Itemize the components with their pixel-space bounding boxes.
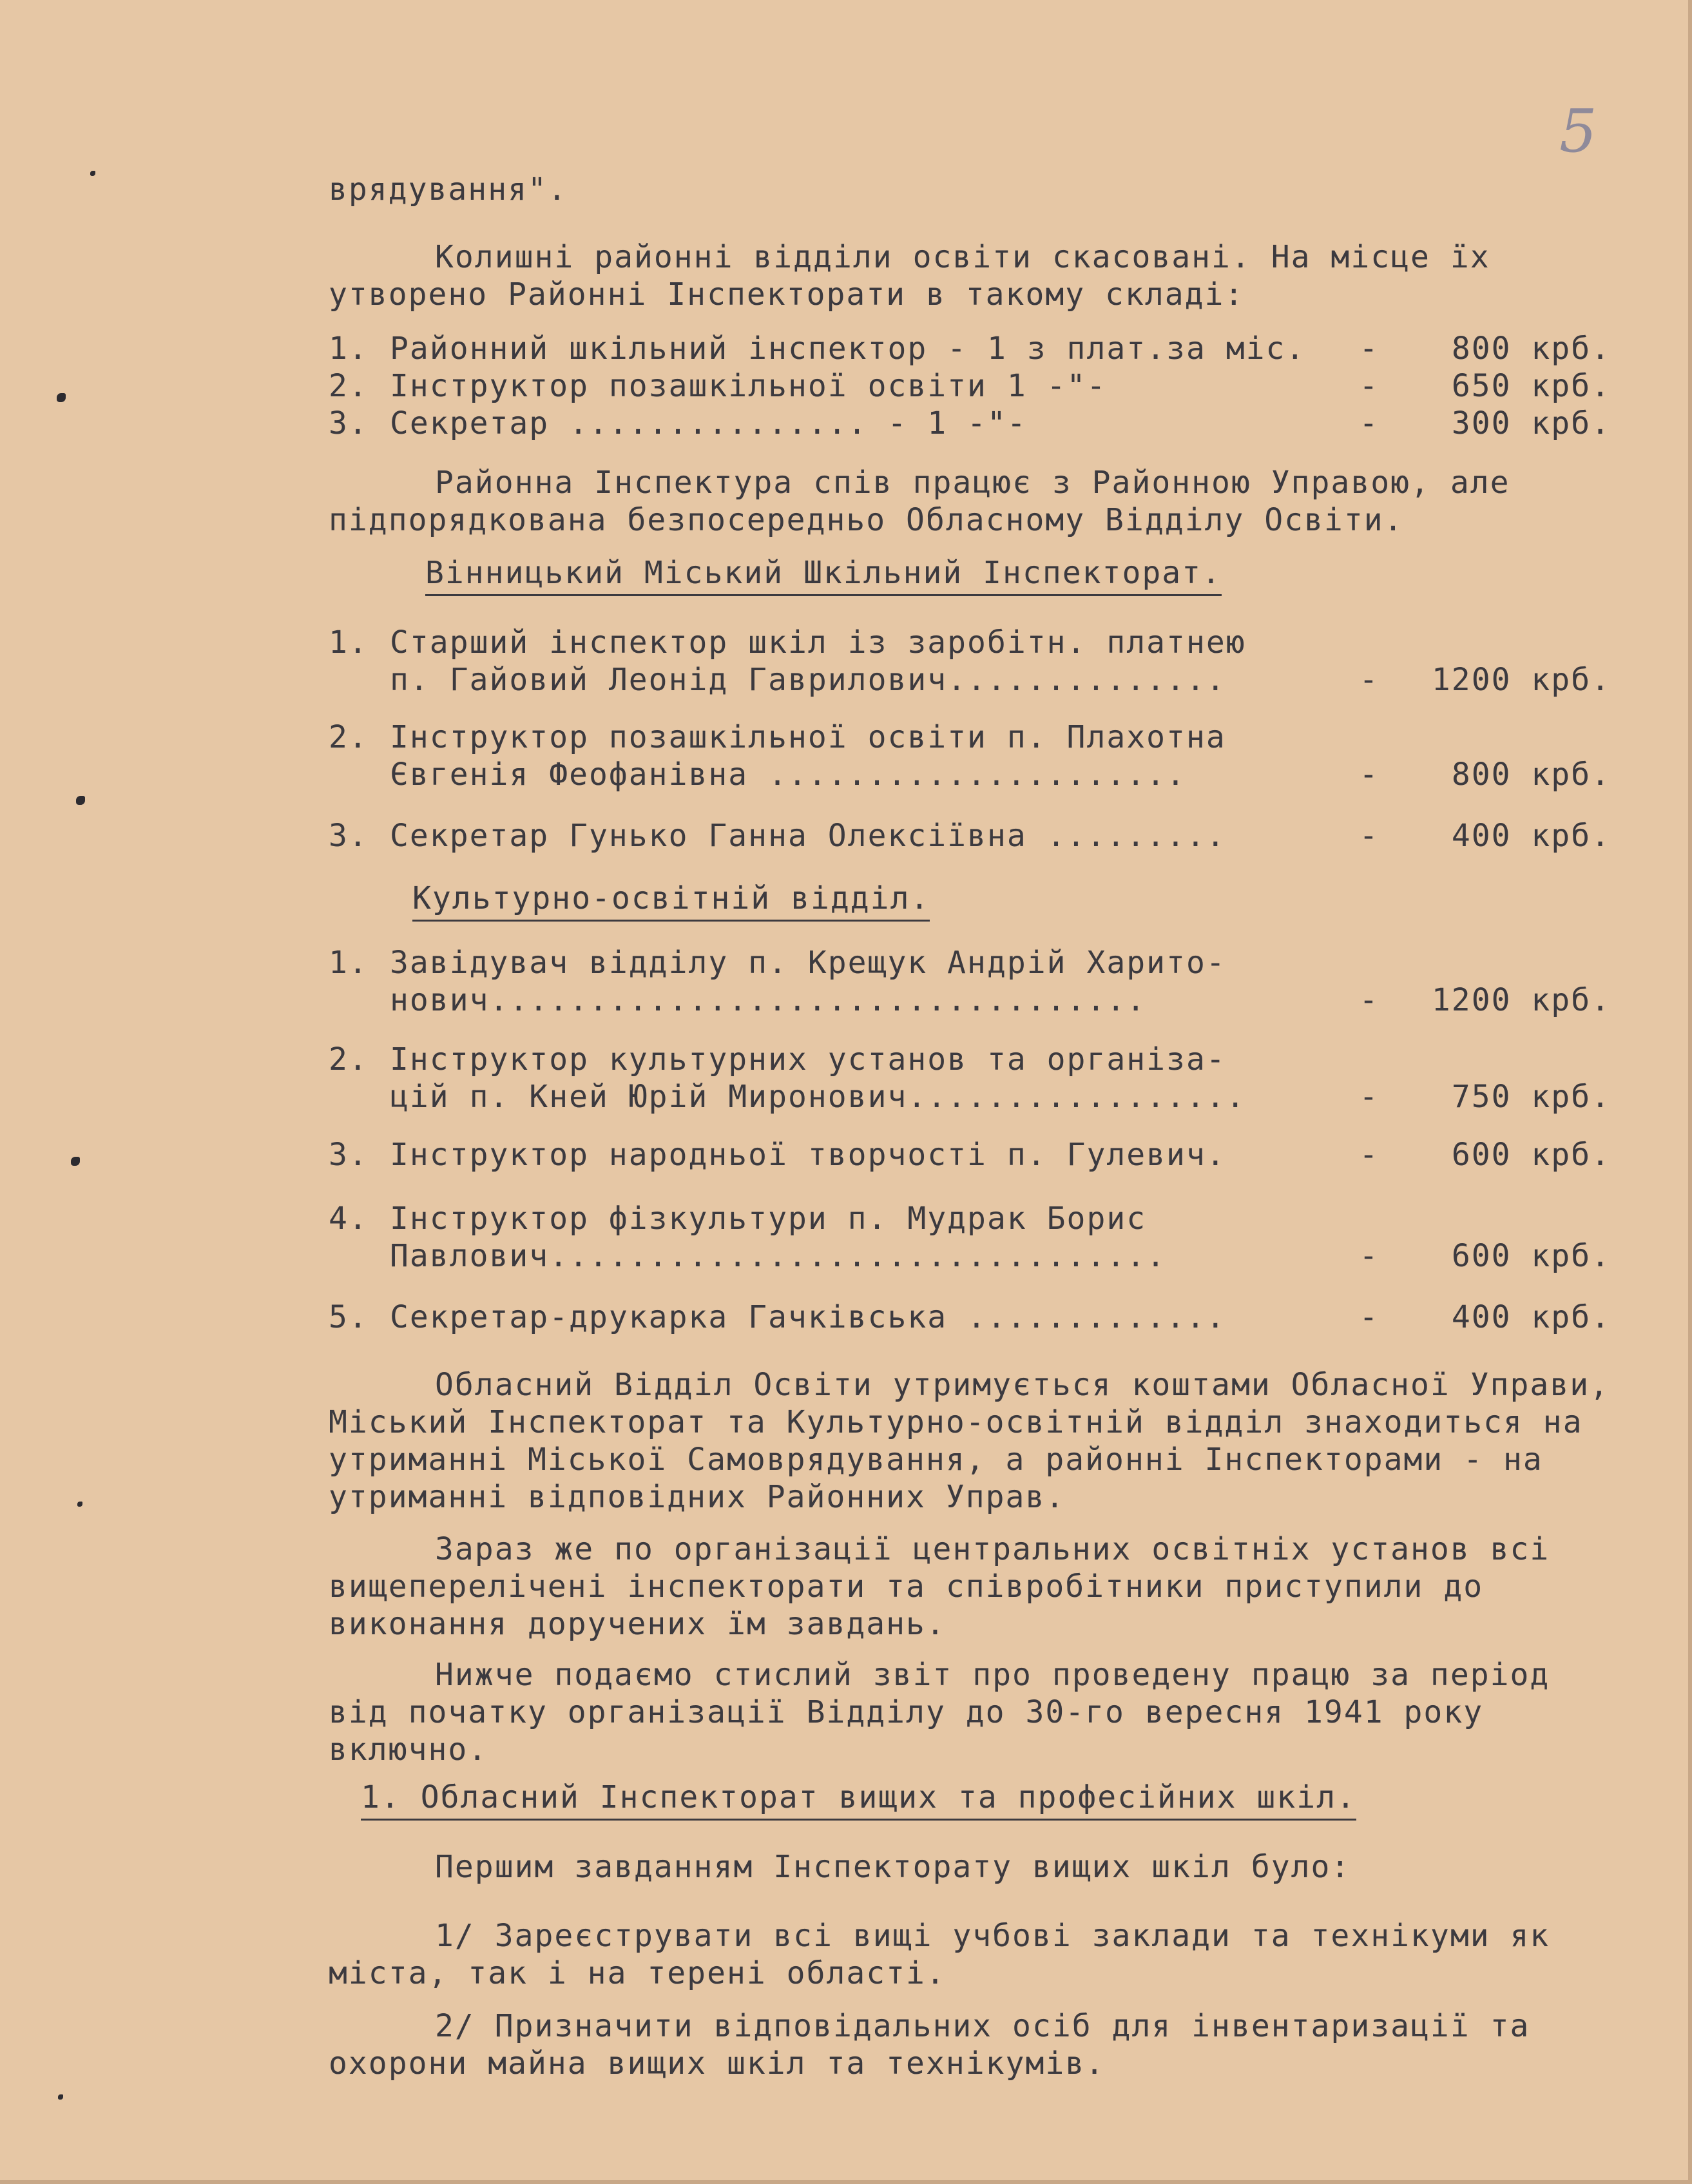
- city-item-1: 1. Старший інспектор шкіл із заробітн. платнею п. Гайовий Леонід Гаврилович.............. - 1200 крб.: [329, 624, 1611, 698]
- page-number: 5: [1559, 97, 1597, 166]
- list-item: 1. Районний шкільний інспектор - 1 з плат.за міс. - 800 крб.: [329, 331, 1611, 367]
- section-heading-city: Вінницький Міський Шкільний Інспекторат.: [329, 554, 1692, 596]
- task-item-2: 2/ Призначити відповідальних осіб для інвентаризації та охорони майна вищих шкіл та технікумів.: [329, 2008, 1530, 2082]
- paragraph-district: Районна Інспектура спів працює з Районною Управою, але підпорядкована безпосередньо Обласному Відділу Освіти.: [329, 465, 1510, 538]
- city-item-3: 3. Секретар Гунько Ганна Олексіївна ......... - 400 крб.: [329, 818, 1611, 854]
- binding-mark: [58, 2094, 63, 2100]
- culture-item-5: 5. Секретар-друкарка Гачківська ............. - 400 крб.: [329, 1299, 1611, 1335]
- binding-mark: [77, 1502, 82, 1507]
- section-heading-higher: 1. Обласний Інспекторат вищих та професійних шкіл.: [329, 1779, 1643, 1821]
- culture-item-4: 4. Інструктор фізкультури п. Мудрак Борис Павлович............................... - 600 крб.: [329, 1201, 1611, 1274]
- paragraph-task: Першим завданням Інспекторату вищих шкіл було:: [435, 1849, 1351, 1885]
- opening-line: врядування".: [329, 171, 568, 208]
- list-item: 2. Інструктор позашкільної освіти 1 -"- - 650 крб.: [329, 368, 1611, 404]
- binding-mark: [76, 796, 85, 805]
- binding-mark: [90, 171, 95, 176]
- paragraph-now: Зараз же по організації центральних освітніх установ всі вищеперелічені інспекторати та співробітники приступили до виконання доручених їм завдань.: [329, 1531, 1550, 1642]
- paragraph-funding: Обласний Відділ Освіти утримується коштами Обласної Управи, Міський Інспекторат та Культурно-освітній відділ знаходиться на утриманні Міської Самоврядування, а районні Інспекторами - на утриманні відповідних Районних Управ.: [329, 1367, 1610, 1515]
- paragraph-abolished: Колишні районні відділи освіти скасовані. На місце їх утворено Районні Інспекторати в такому складі:: [329, 239, 1490, 313]
- binding-mark: [57, 393, 66, 402]
- section-heading-culture: Культурно-освітній відділ.: [329, 880, 1692, 922]
- binding-mark: [71, 1157, 80, 1166]
- list-item: 3. Секретар ............... - 1 -"- - 300 крб.: [329, 405, 1611, 441]
- city-item-2: 2. Інструктор позашкільної освіти п. Плахотна Євгенія Феофанівна ..................... - 800 крб.: [329, 719, 1611, 793]
- culture-item-3: 3. Інструктор народньої творчості п. Гулевич. - 600 крб.: [329, 1137, 1611, 1173]
- culture-item-1: 1. Завідувач відділу п. Крещук Андрій Харито- нович................................. - 1200 крб.: [329, 945, 1611, 1018]
- culture-item-2: 2. Інструктор культурних установ та організа- цій п. Кней Юрій Миронович................. - 750 крб.: [329, 1041, 1611, 1115]
- document-body: [329, 171, 1611, 208]
- task-item-1: 1/ Зареєструвати всі вищі учбові заклади та технікуми як міста, так і на терені області.: [329, 1918, 1550, 1991]
- district-staff-list: [329, 330, 1611, 442]
- paragraph-report: Нижче подаємо стислий звіт про проведену працю за період від початку організації Відділу до 30-го вересня 1941 року включно.: [329, 1657, 1550, 1768]
